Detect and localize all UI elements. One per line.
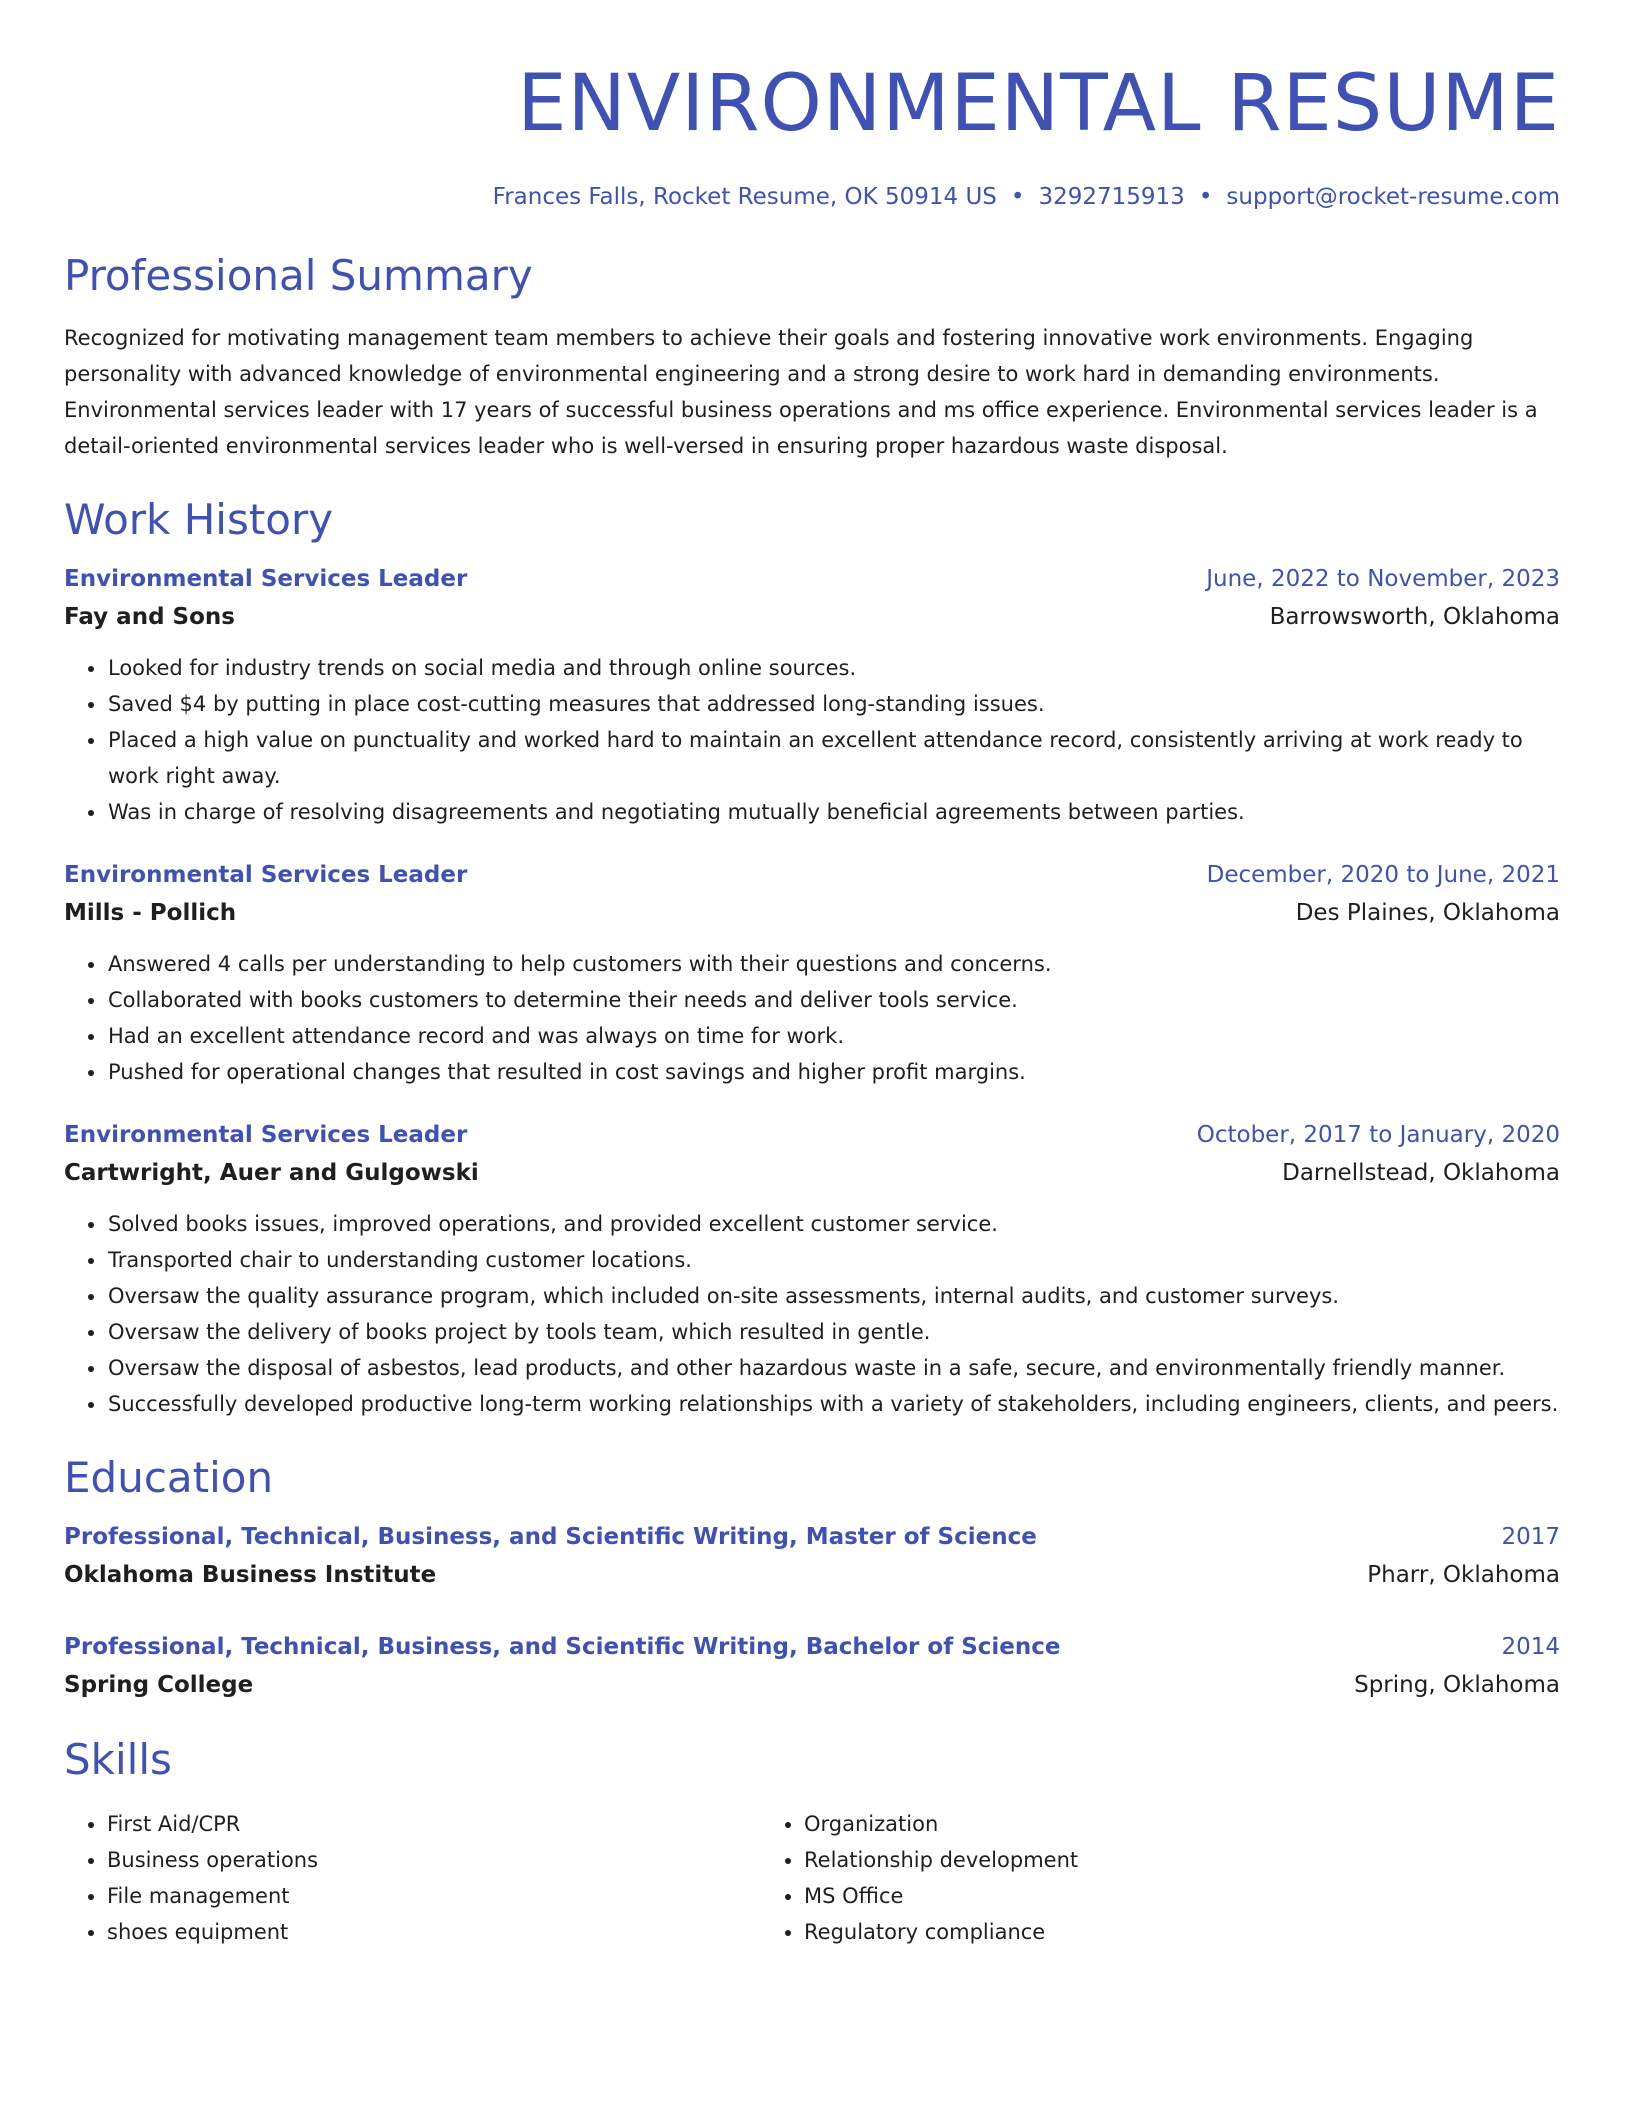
skill-item: • shoes equipment bbox=[107, 1914, 761, 1950]
job-dates: October, 2017 to January, 2020 bbox=[1196, 1122, 1560, 1148]
contact-separator: • bbox=[1198, 184, 1213, 210]
contact-address: Frances Falls, Rocket Resume, OK 50914 US bbox=[492, 184, 997, 210]
job-bullets bbox=[64, 946, 1560, 1090]
education-heading: Education bbox=[64, 1453, 274, 1502]
summary-heading: Professional Summary bbox=[64, 251, 533, 300]
graduation-year: 2014 bbox=[1501, 1634, 1560, 1660]
skill-item: • First Aid/CPR bbox=[107, 1806, 761, 1842]
skills-list-left bbox=[64, 1806, 761, 1950]
work-history-section bbox=[64, 494, 1560, 1422]
job-bullet: • Saved $4 by putting in place cost-cutting measures that addressed long-standing issues. bbox=[107, 686, 1560, 722]
job-bullet: • Was in charge of resolving disagreements and negotiating mutually beneficial agreements between parties. bbox=[107, 794, 1560, 830]
job-bullet: • Successfully developed productive long-term working relationships with a variety of stakeholders, including engineers, clients, and peers. bbox=[107, 1386, 1560, 1422]
job-bullet: • Answered 4 calls per understanding to help customers with their questions and concerns. bbox=[107, 946, 1560, 982]
job-location: Des Plaines, Oklahoma bbox=[1295, 900, 1560, 926]
degree-name: Professional, Technical, Business, and Scientific Writing, Bachelor of Science bbox=[64, 1634, 1061, 1660]
job-bullet: • Oversaw the quality assurance program, which included on-site assessments, internal audits, and customer surveys. bbox=[107, 1278, 1560, 1314]
contact-separator: • bbox=[1010, 184, 1025, 210]
job-entry bbox=[64, 560, 1560, 830]
job-dates: June, 2022 to November, 2023 bbox=[1206, 566, 1560, 592]
resume-page bbox=[64, 0, 1560, 1950]
education-entry bbox=[64, 1628, 1560, 1704]
skill-item: • File management bbox=[107, 1878, 761, 1914]
skill-item: • Organization bbox=[804, 1806, 1560, 1842]
education-section bbox=[64, 1452, 1560, 1704]
job-bullet: • Transported chair to understanding customer locations. bbox=[107, 1242, 1560, 1278]
skills-section bbox=[64, 1734, 1560, 1950]
job-entry bbox=[64, 856, 1560, 1090]
job-company: Mills - Pollich bbox=[64, 900, 237, 926]
job-location: Barrowsworth, Oklahoma bbox=[1269, 604, 1560, 630]
work-history-heading: Work History bbox=[64, 495, 334, 544]
skill-item: • MS Office bbox=[804, 1878, 1560, 1914]
job-bullet: • Placed a high value on punctuality and worked hard to maintain an excellent attendance record, consistently arriving at work ready to work right away. bbox=[107, 722, 1560, 794]
summary-text: Recognized for motivating management team members to achieve their goals and fostering innovative work environments. Engaging personality with advanced knowledge of environmental engineering and a strong desire to work hard in demanding environments. Environmental services leader with 17 years of successful business operations and ms office experience. Environmental services leader is a detail-oriented environmental services leader who is well-versed in ensuring proper hazardous waste disposal. bbox=[64, 326, 1538, 458]
job-dates: December, 2020 to June, 2021 bbox=[1206, 862, 1560, 888]
job-bullets bbox=[64, 1206, 1560, 1422]
education-entry bbox=[64, 1518, 1560, 1594]
graduation-year: 2017 bbox=[1501, 1524, 1560, 1550]
contact-email: support@rocket-resume.com bbox=[1226, 184, 1560, 210]
school-location: Spring, Oklahoma bbox=[1354, 1672, 1560, 1698]
job-entry bbox=[64, 1116, 1560, 1422]
school-name: Spring College bbox=[64, 1672, 254, 1698]
job-bullet: • Solved books issues, improved operations, and provided excellent customer service. bbox=[107, 1206, 1560, 1242]
job-role: Environmental Services Leader bbox=[64, 566, 468, 592]
resume-title: ENVIRONMENTAL RESUME bbox=[517, 59, 1560, 149]
job-bullet: • Collaborated with books customers to determine their needs and deliver tools service. bbox=[107, 982, 1560, 1018]
degree-name: Professional, Technical, Business, and Scientific Writing, Master of Science bbox=[64, 1524, 1037, 1550]
contact-phone: 3292715913 bbox=[1038, 184, 1185, 210]
contact-line bbox=[64, 182, 1560, 212]
job-bullet: • Had an excellent attendance record and was always on time for work. bbox=[107, 1018, 1560, 1054]
job-bullets bbox=[64, 650, 1560, 830]
job-location: Darnellstead, Oklahoma bbox=[1282, 1160, 1560, 1186]
skill-item: • Relationship development bbox=[804, 1842, 1560, 1878]
skills-list-right bbox=[761, 1806, 1560, 1950]
job-bullet: • Pushed for operational changes that resulted in cost savings and higher profit margins. bbox=[107, 1054, 1560, 1090]
job-role: Environmental Services Leader bbox=[64, 862, 468, 888]
skills-columns bbox=[64, 1806, 1560, 1950]
skill-item: • Regulatory compliance bbox=[804, 1914, 1560, 1950]
job-company: Cartwright, Auer and Gulgowski bbox=[64, 1160, 479, 1186]
job-role: Environmental Services Leader bbox=[64, 1122, 468, 1148]
job-bullet: • Oversaw the delivery of books project by tools team, which resulted in gentle. bbox=[107, 1314, 1560, 1350]
skills-heading: Skills bbox=[64, 1735, 172, 1784]
skill-item: • Business operations bbox=[107, 1842, 761, 1878]
job-bullet: • Oversaw the disposal of asbestos, lead products, and other hazardous waste in a safe, secure, and environmentally friendly manner. bbox=[107, 1350, 1560, 1386]
school-location: Pharr, Oklahoma bbox=[1367, 1562, 1560, 1588]
job-bullet: • Looked for industry trends on social media and through online sources. bbox=[107, 650, 1560, 686]
school-name: Oklahoma Business Institute bbox=[64, 1562, 437, 1588]
job-company: Fay and Sons bbox=[64, 604, 235, 630]
